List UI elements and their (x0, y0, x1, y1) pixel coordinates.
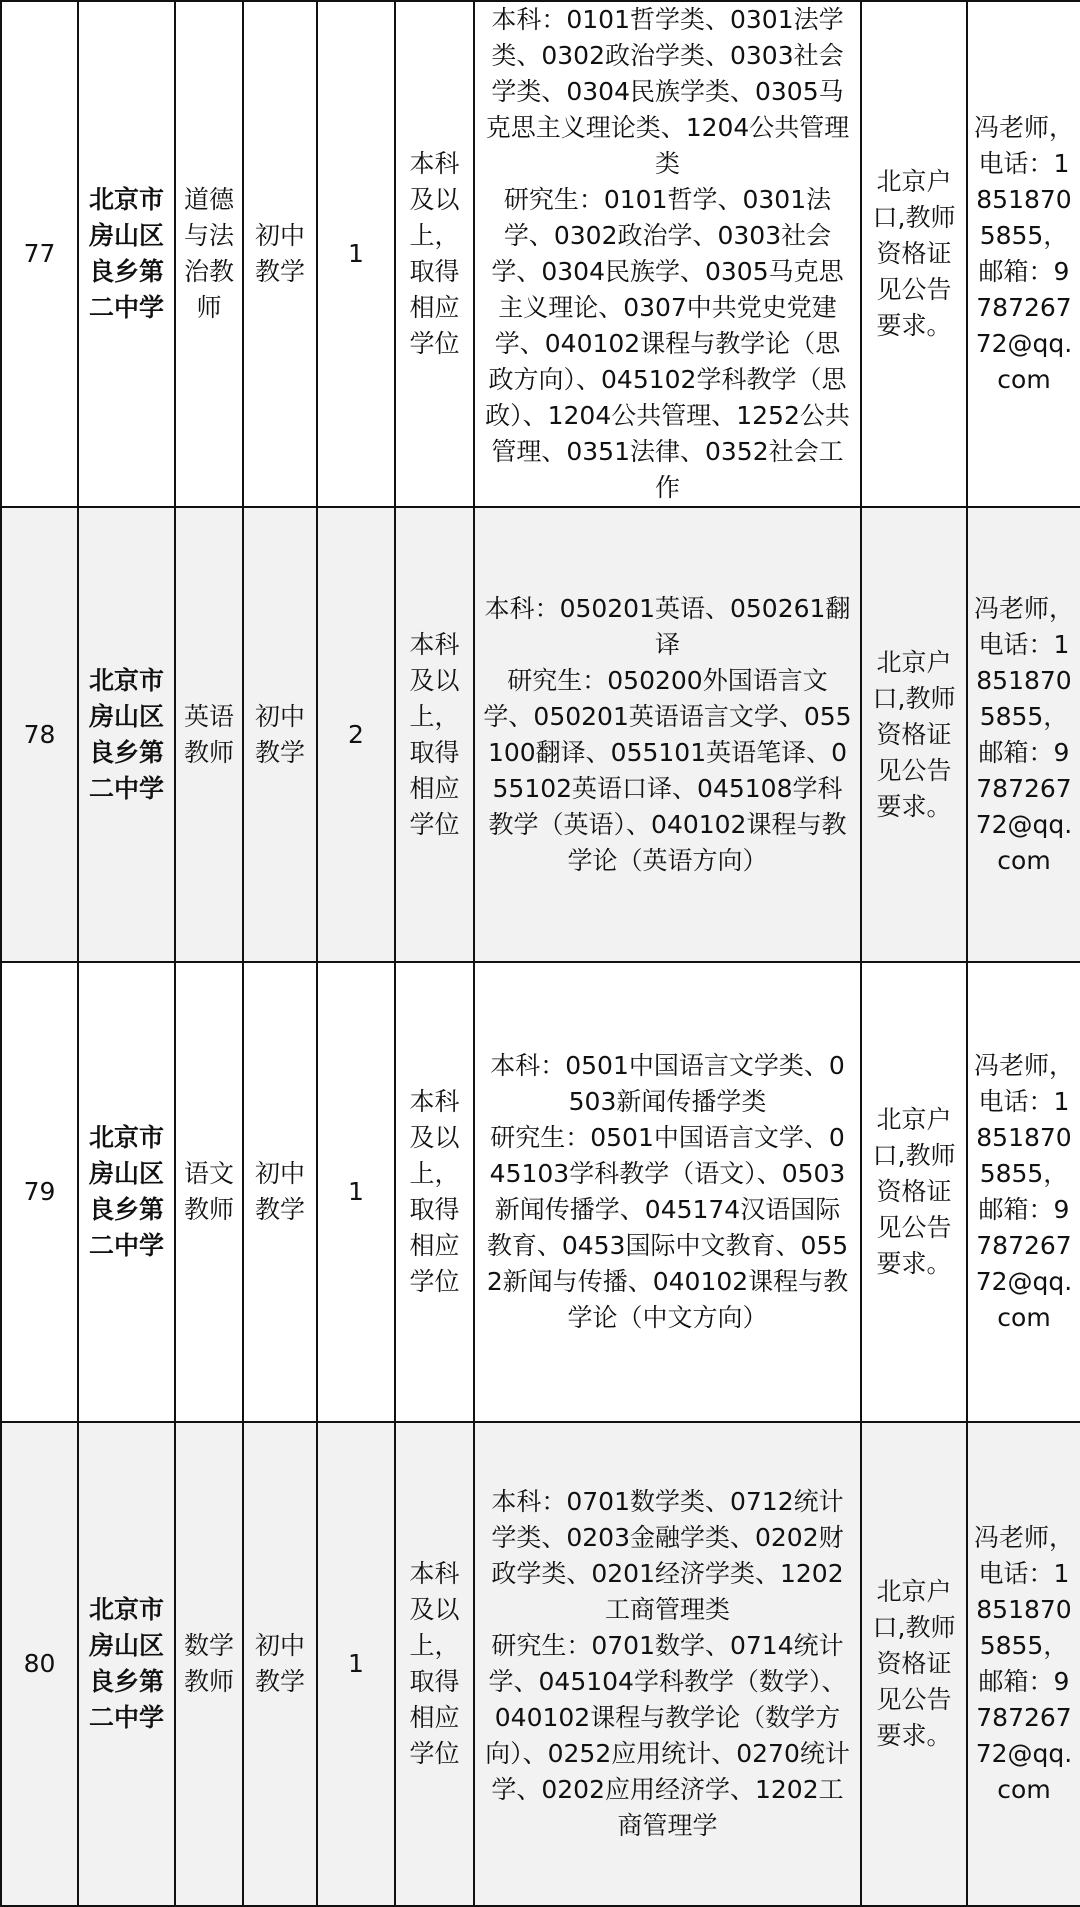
hire-count: 1 (317, 962, 395, 1422)
major-requirement: 本科：050201英语、050261翻译 研究生：050200外国语言文学、050201英语语言文学、055100翻译、055101英语笔译、055102英语口译、045108学科教学（英语）、040102课程与教学论（英语方向） (474, 507, 861, 962)
school-name: 北京市房山区良乡第二中学 (78, 507, 175, 962)
school-name: 北京市房山区良乡第二中学 (78, 962, 175, 1422)
table-row (1, 1422, 1080, 1906)
table-row (1, 962, 1080, 1422)
post-name: 数学教师 (175, 1422, 243, 1906)
row-number: 77 (1, 1, 78, 507)
table-row (1, 1, 1080, 507)
post-name: 道德与法治教师 (175, 1, 243, 507)
hire-count: 2 (317, 507, 395, 962)
hire-count: 1 (317, 1422, 395, 1906)
contact-info: 冯老师，电话：18518705855，邮箱：978726772@qq.com (967, 1, 1080, 507)
contact-info: 冯老师，电话：18518705855，邮箱：978726772@qq.com (967, 1422, 1080, 1906)
major-requirement: 本科：0101哲学类、0301法学类、0302政治学类、0303社会学类、0304民族学类、0305马克思主义理论类、1204公共管理类 研究生：0101哲学、0301法学、0302政治学、0303社会学、0304民族学、0305马克思主义理论、0307中共党史党建学、040102课程与教学论（思政方向）、045102学科教学（思政）、1204公共管理、1252公共管理、0351法律、0352社会工作 (474, 1, 861, 507)
education-requirement: 本科及以上，取得相应学位 (395, 1, 474, 507)
education-requirement: 本科及以上，取得相应学位 (395, 507, 474, 962)
other-requirement: 北京户口,教师资格证见公告要求。 (861, 507, 967, 962)
post-category: 初中教学 (243, 507, 317, 962)
other-requirement: 北京户口,教师资格证见公告要求。 (861, 1422, 967, 1906)
post-category: 初中教学 (243, 962, 317, 1422)
school-name: 北京市房山区良乡第二中学 (78, 1422, 175, 1906)
post-name: 语文教师 (175, 962, 243, 1422)
row-number: 79 (1, 962, 78, 1422)
education-requirement: 本科及以上，取得相应学位 (395, 962, 474, 1422)
other-requirement: 北京户口,教师资格证见公告要求。 (861, 1, 967, 507)
table-row (1, 507, 1080, 962)
other-requirement: 北京户口,教师资格证见公告要求。 (861, 962, 967, 1422)
hire-count: 1 (317, 1, 395, 507)
row-number: 78 (1, 507, 78, 962)
post-category: 初中教学 (243, 1, 317, 507)
major-requirement: 本科：0701数学类、0712统计学类、0203金融学类、0202财政学类、0201经济学类、1202工商管理类 研究生：0701数学、0714统计学、045104学科教学（数学）、040102课程与教学论（数学方向）、0252应用统计、0270统计学、0202应用经济学、1202工商管理学 (474, 1422, 861, 1906)
school-name: 北京市房山区良乡第二中学 (78, 1, 175, 507)
contact-info: 冯老师，电话：18518705855，邮箱：978726772@qq.com (967, 962, 1080, 1422)
contact-info: 冯老师，电话：18518705855，邮箱：978726772@qq.com (967, 507, 1080, 962)
post-category: 初中教学 (243, 1422, 317, 1906)
post-name: 英语教师 (175, 507, 243, 962)
row-number: 80 (1, 1422, 78, 1906)
education-requirement: 本科及以上，取得相应学位 (395, 1422, 474, 1906)
major-requirement: 本科：0501中国语言文学类、0503新闻传播学类 研究生：0501中国语言文学、045103学科教学（语文）、0503新闻传播学、045174汉语国际教育、0453国际中文教育、0552新闻与传播、040102课程与教学论（中文方向） (474, 962, 861, 1422)
